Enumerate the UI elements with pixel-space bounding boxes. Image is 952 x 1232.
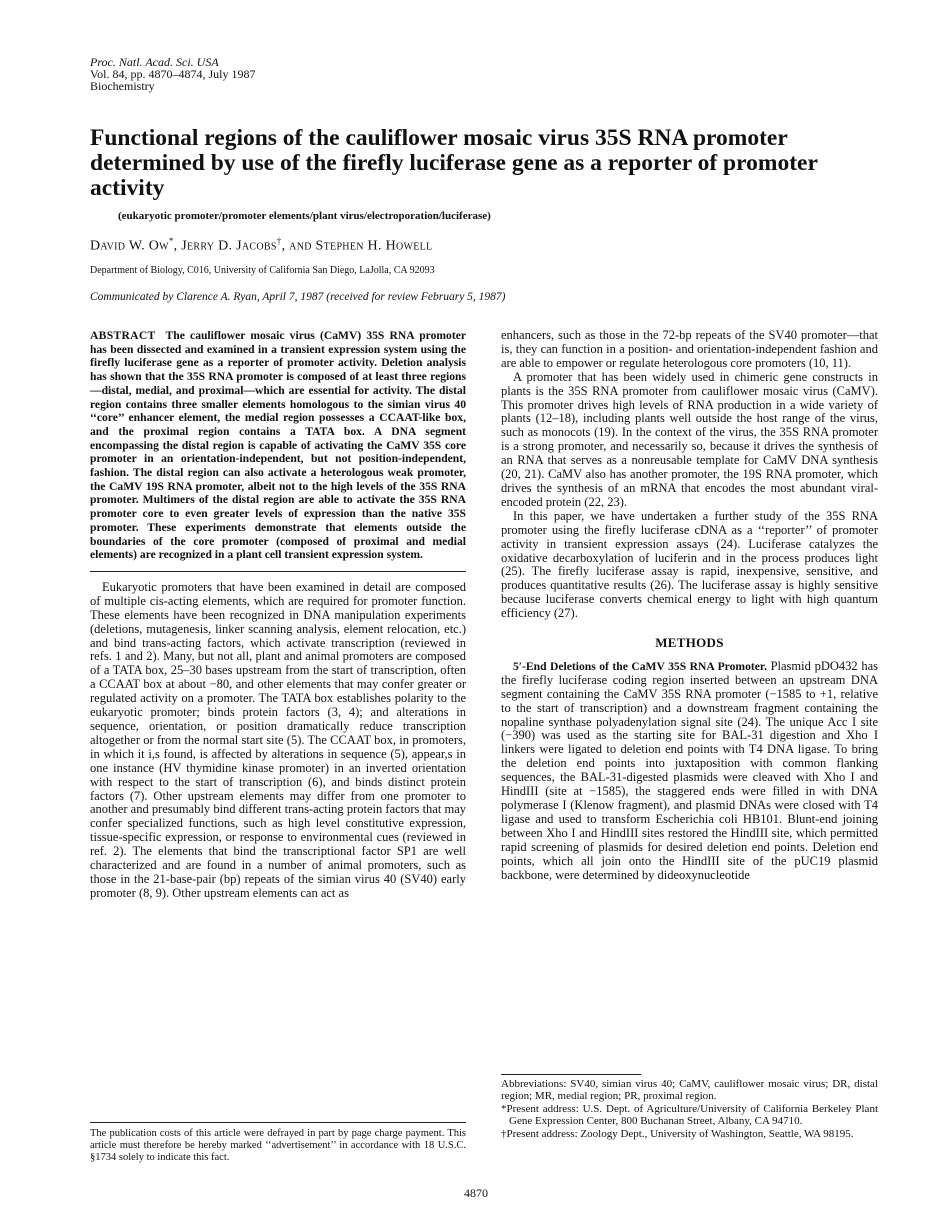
page-number: 4870 xyxy=(464,1186,488,1200)
author-1: David W. Ow xyxy=(90,238,169,254)
keywords: (eukaryotic promoter/promoter elements/plant virus/electroporation/luciferase) xyxy=(118,210,491,222)
intro-paragraph-1: Eukaryotic promoters that have been examined in detail are composed of multiple cis-acting elements, which are required for promoter function. These elements have been recognized in DNA manipulation experiments (deletions, mutagenesis, linker scanning analysis, element relocation, etc.) and bind trans-acting factors, which activate transcription (reviewed in refs. 1 and 2). Many, but not all, plant and animal promoters are composed of a TATA box, 25–30 bases upstream from the start of transcription, often a CCAAT box at about −80, and other elements that may confer greater or regulated activity on a promoter. The TATA box establishes polarity to the eukaryotic promoter; binds protein factors (3, 4); and alterations in sequence, orientation, or position dramatically reduce transcription altogether or from the normal start site (5). The CCAAT box, in promoters, in which it i,s found, is affected by alterations in sequence (5), appear,s in one instance (HV thymidine kinase promoter) in an inverted orientation with respect to the start of transcription (6), and binds distinct protein factors (7). Other upstream elements may differ from one promoter to another and presumably bind different trans-acting protein factors that may confer specialized functions, such as high level constitutive expression, tissue-specific expression, or response to environmental cues (reviewed in ref. 2). The elements that bind the transcriptional factor SP1 are well characterized and are found in a number of animal promoters, such as those in the 21-base-pair (bp) repeats of the simian virus 40 (SV40) early promoter (8, 9). Other upstream elements can act as xyxy=(90,579,466,900)
footnote-present-address-1: *Present address: U.S. Dept. of Agriculture/University of California Berkeley Plant Gene Expression Center, 800 Buchanan Street, Albany, CA 94710. xyxy=(501,1102,878,1128)
methods-heading: METHODS xyxy=(655,635,724,651)
footnote-divider xyxy=(501,1074,641,1075)
journal-header xyxy=(90,56,255,92)
abstract xyxy=(90,329,466,562)
author-1-mark: * xyxy=(168,236,174,246)
abstract-label: ABSTRACT xyxy=(90,329,156,342)
intro-paragraph-3: In this paper, we have undertaken a further study of the 35S RNA promoter using the firefly luciferase cDNA as a ‘‘reporter’’ of promoter activity in transient expression assays (24). Luciferase catalyzes the oxidative decarboxylation of luciferin and in the process produces light (25). The firefly luciferase assay is rapid, inexpensive, sensitive, and produces quantitative results (26). The luciferase assay is highly sensitive because luciferase converts chemical energy to light with high quantum efficiency (27). xyxy=(501,508,878,621)
journal-volume: Vol. 84, pp. 4870–4874, July 1987 xyxy=(90,67,256,81)
footnote-present-address-2: †Present address: Zoology Dept., University of Washington, Seattle, WA 98195. xyxy=(501,1127,854,1140)
author-list: David W. Ow*, Jerry D. Jacobs†, and Stephen H. Howell xyxy=(90,236,433,254)
affiliation: Department of Biology, C016, University of California San Diego, LaJolla, CA 92093 xyxy=(90,265,435,276)
methods-text: Plasmid pDO432 has the firefly luciferase coding region inserted between an upstream DNA segment containing the CaMV 35S RNA promoter (−1585 to +1, relative to the start of transcription) and a downstream fragment containing the nopaline synthase polyadenylation signal site (24). The unique Acc I site (−390) was used as the starting site for BAL-31 digestion and Xho I linkers were ligated to deletion end points with T4 DNA ligase. To bring the deletion end points into juxtaposition with common flanking sequences, the BAL-31-digested plasmids were cleaved with Xho I and HindIII (site at −1585), the staggered ends were filled in with DNA polymerase I (Klenow fragment), and plasmid DNAs were closed with T4 ligase and used to transform Escherichia coli HB101. Blunt-end joining between Xho I and HindIII sites restored the HindIII site, which permitted rapid screening of plasmids for desired deletion end points. Deletion end points, which all join onto the HindIII site of the pUC19 plasmid backbone, were determined by dideoxynucleotide xyxy=(501,658,879,882)
intro-paragraph-1-continued: enhancers, such as those in the 72-bp repeats of the SV40 promoter—that is, they can function in a position- and orientation-independent fashion and are able to empower or regulate heterologous core promoters (10, 11). xyxy=(501,328,878,370)
right-column xyxy=(501,329,878,882)
author-2: Jerry D. Jacobs xyxy=(181,238,277,254)
methods-paragraph xyxy=(501,660,878,883)
abstract-divider xyxy=(90,571,466,572)
footnotes xyxy=(501,1078,878,1140)
publication-cost-divider xyxy=(90,1122,466,1123)
abstract-text: The cauliflower mosaic virus (CaMV) 35S RNA promoter has been dissected and examined in a transient expression system using the firefly luciferase gene as a reporter of promoter activity. Deletion analysis has shown that the 35S RNA promoter is composed of at least three regions—distal, medial, and proximal—which are essential for activity. The distal region contains three smaller elements homologous to the simian virus 40 ‘‘core’’ enhancer element, the medial region possesses a CCAAT-like box, and the proximal region contains a TATA box. A DNA segment encompassing the distal region is capable of activating the CaMV 35S core promoter in an orientation-independent, but not position-independent, fashion. The distal region can also activate a heterologous weak promoter, the CaMV 19S RNA promoter, albeit not to the high levels of the 35S RNA promoter. Multimers of the distal region are able to activate the 35S RNA promoter core to even greater levels of expression than the native 35S promoter. These experiments demonstrate that elements outside the boundaries of the core promoter (composed of proximal and medial elements) are recognized in a plant cell transient expression system. xyxy=(90,329,466,562)
journal-name: Proc. Natl. Acad. Sci. USA xyxy=(90,55,219,69)
footnote-abbreviations: Abbreviations: SV40, simian virus 40; CaMV, cauliflower mosaic virus; DR, distal region; MR, medial region; PR, proximal region. xyxy=(501,1078,878,1103)
communicated-by: Communicated by Clarence A. Ryan, April 7, 1987 (received for review February 5, 1987) xyxy=(90,291,506,303)
author-3: and Stephen H. Howell xyxy=(289,238,433,254)
journal-section: Biochemistry xyxy=(90,79,155,93)
publication-cost-note: The publication costs of this article were defrayed in part by page charge payment. This article must therefore be hereby marked ‘‘advertisement’’ in accordance with 18 U.S.C. §1734 solely to indicate this fact. xyxy=(90,1128,466,1163)
left-column xyxy=(90,329,466,901)
article-title: Functional regions of the cauliflower mosaic virus 35S RNA promoter determined by use of the firefly luciferase gene as a reporter of promoter activity xyxy=(90,125,818,201)
methods-subheading: 5′-End Deletions of the CaMV 35S RNA Promoter. xyxy=(513,659,767,673)
intro-paragraph-2: A promoter that has been widely used in chimeric gene constructs in plants is the 35S RNA promoter from cauliflower mosaic virus (CaMV). This promoter drives high levels of RNA production in a wide variety of plants (12–18), including plants well outside the host range of the virus, such as monocots (19). In the context of the virus, the 35S RNA promoter is a strong promoter, and necessarily so, because it drives the synthesis of an RNA that serves as a nonreusable template for CaMV DNA synthesis (20, 21). CaMV also has another promoter, the 19S RNA promoter, which drives the synthesis of an mRNA that encodes the most abundant viral-encoded protein (22, 23). xyxy=(501,369,878,509)
author-2-mark: † xyxy=(276,236,282,246)
